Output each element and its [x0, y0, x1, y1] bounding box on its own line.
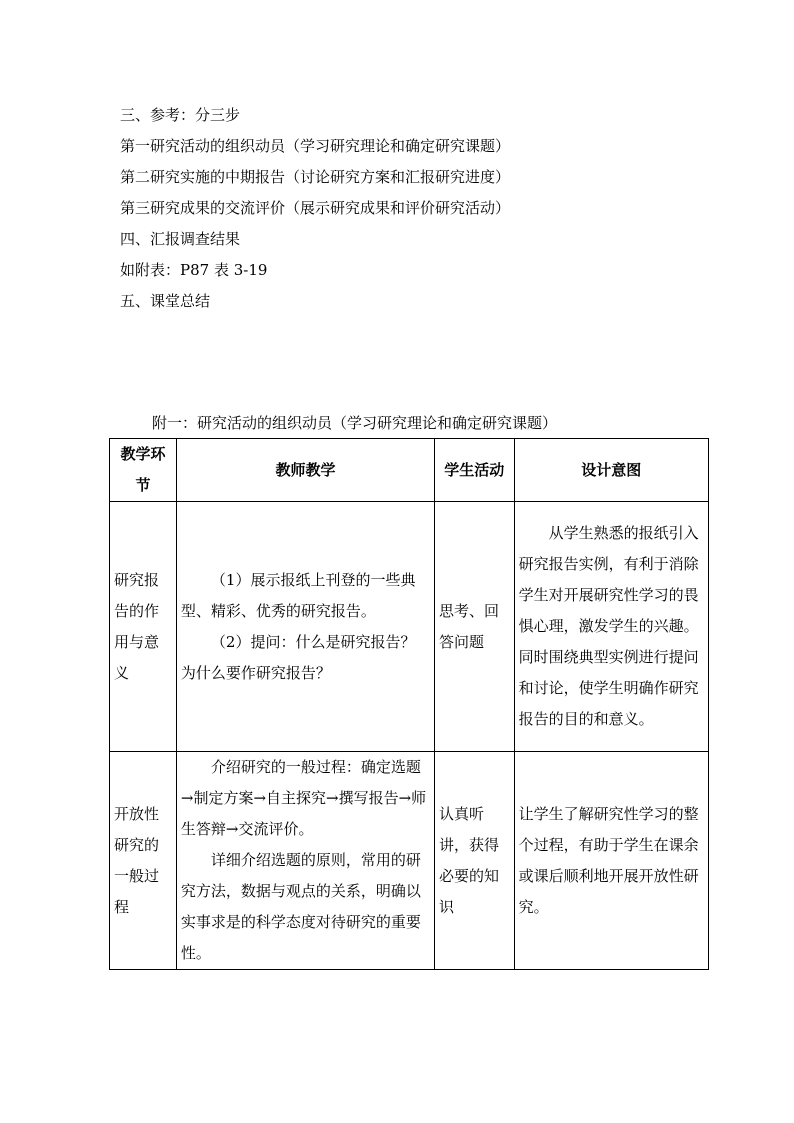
text-line: 四、汇报调查结果 — [120, 230, 241, 248]
text-line: 五、课堂总结 — [120, 292, 211, 310]
table-row — [110, 752, 709, 970]
header-cell: 学生活动 — [434, 439, 514, 502]
intent-cell: 让学生了解研究性学习的整个过程，有助于学生在课余或课后顺利地开展开放性研究。 — [514, 752, 708, 970]
text-block — [120, 100, 510, 317]
text-line: 第一研究活动的组织动员（学习研究理论和确定研究课题） — [120, 137, 511, 155]
header-cell: 设计意图 — [514, 439, 708, 502]
teacher-step: 介绍研究的一般过程：确定选题→制定方案→自主探究→撰写报告→师生答辩→交流评价。 — [180, 758, 427, 838]
intent-cell: 从学生熟悉的报纸引入研究报告实例，有利于消除学生对开展研究性学习的畏惧心理，激发学生的兴趣。同时围绕典型实例进行提问和讨论，使学生明确作研究报告的目的和意义。 — [514, 502, 708, 752]
teacher-cell — [176, 502, 434, 752]
teacher-step: 详细介绍选题的原则，常用的研究方法，数据与观点的关系，明确以实事求是的科学态度对待研究的重要性。 — [180, 851, 421, 962]
lesson-table — [109, 438, 709, 970]
table-header-row — [110, 439, 709, 502]
stage-cell: 开放性研究的一般过程 — [110, 752, 177, 970]
text-line: 第二研究实施的中期报告（讨论研究方案和汇报研究进度） — [120, 168, 511, 186]
header-cell: 教学环节 — [110, 439, 177, 502]
student-cell: 思考、回答问题 — [434, 502, 514, 752]
teacher-step: （1）展示报纸上刊登的一些典型、精彩、优秀的研究报告。 — [180, 570, 416, 620]
table-caption: 附一：研究活动的组织动员（学习研究理论和确定研究课题） — [152, 414, 558, 432]
student-cell: 认真听讲，获得必要的知识 — [434, 752, 514, 970]
text-line: 第三研究成果的交流评价（展示研究成果和评价研究活动） — [120, 199, 511, 217]
header-cell: 教师教学 — [176, 439, 434, 502]
teacher-step: （2）提问：什么是研究报告？为什么要作研究报告？ — [180, 632, 416, 682]
text-line: 三、参考：分三步 — [120, 106, 241, 124]
stage-cell: 研究报告的作用与意义 — [110, 502, 177, 752]
teacher-cell — [176, 752, 434, 970]
table-row — [110, 502, 709, 752]
text-line: 如附表：P87 表 3-19 — [120, 261, 268, 279]
